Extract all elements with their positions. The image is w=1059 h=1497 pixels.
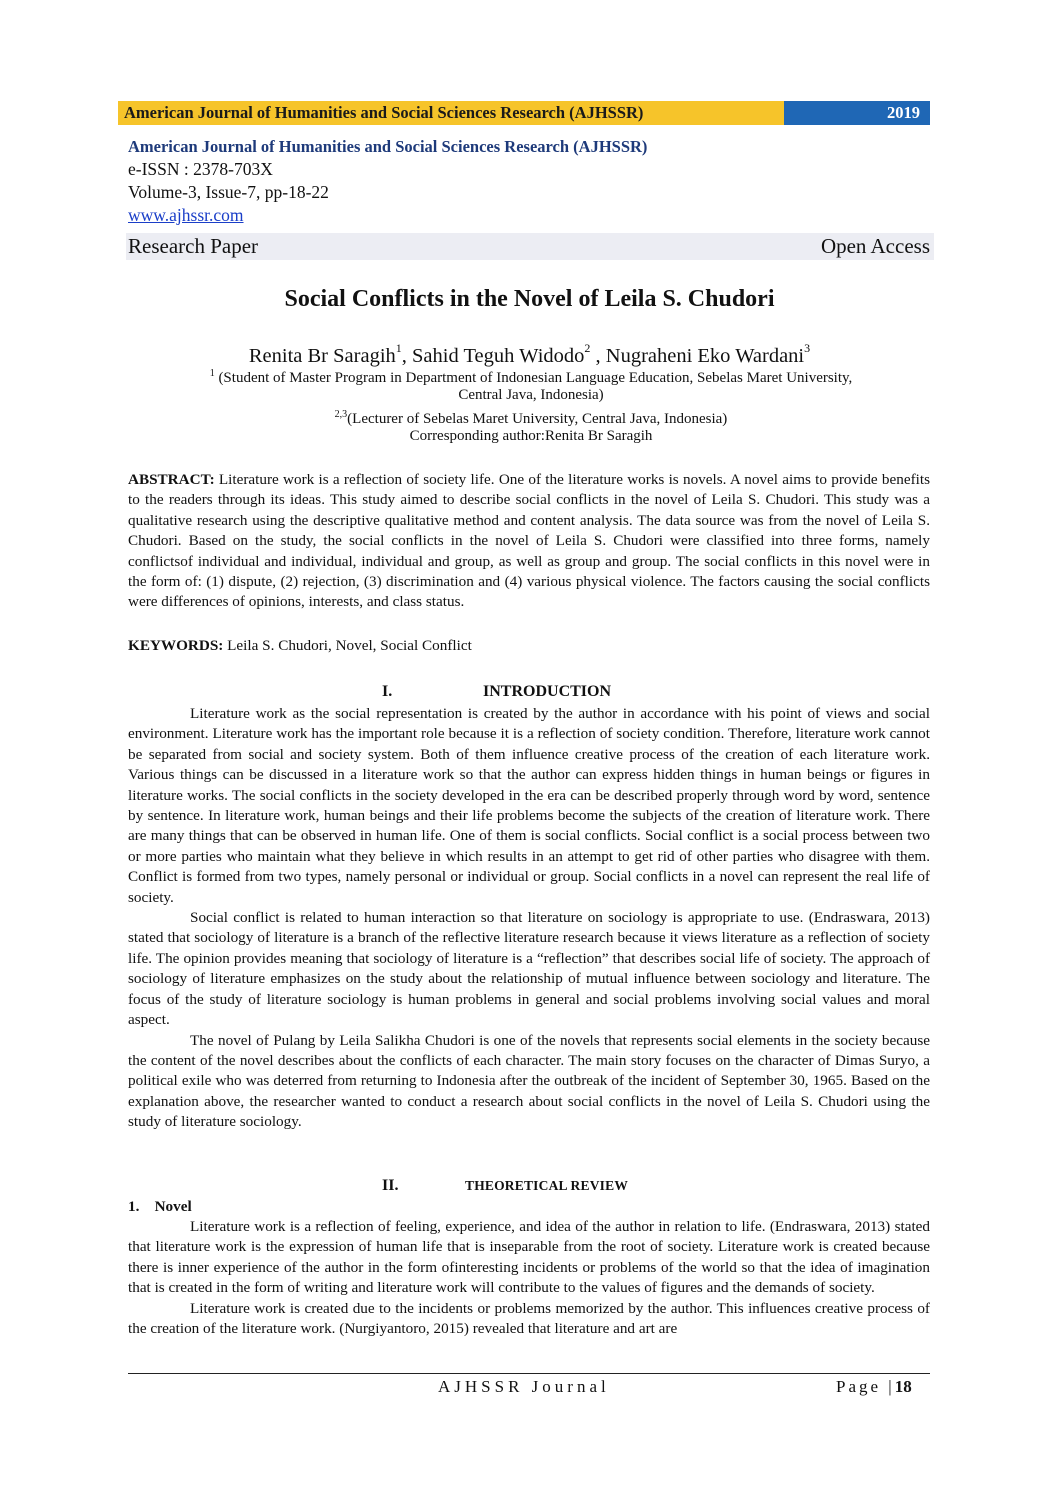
author-name: Sahid Teguh Widodo xyxy=(412,344,585,367)
affil-text: (Lecturer of Sebelas Maret University, Central Java, Indonesia) xyxy=(347,411,728,427)
paper-title: Social Conflicts in the Novel of Leila S. Chudori xyxy=(284,286,775,312)
journal-url-link[interactable]: www.ajhssr.com xyxy=(128,205,244,225)
page-num: 18 xyxy=(894,1377,912,1396)
journal-meta xyxy=(128,136,934,227)
section-heading-introduction xyxy=(128,681,930,703)
subsection-heading-novel: 1. Novel xyxy=(128,1198,192,1215)
paper-type: Research Paper xyxy=(128,234,259,258)
author-affil-sup: 3 xyxy=(804,341,811,355)
section-heading-theoretical-review xyxy=(128,1175,930,1197)
author-affil-sup: 2 xyxy=(584,341,591,355)
paragraph: Literature work is a reflection of feeling, experience, and idea of the author in relation to life. (Endraswara, 2013) stated that literature work is the expression of human life that is inseparable from the root of society. Literature work is created because there is inner experience of the author in the form ofinteresting incidents or problems of the world so that the idea of imagination that is created in the form of writing and literature work will contribute to the values of figures and the demands of society. xyxy=(128,1218,930,1297)
novel-body xyxy=(128,1217,930,1339)
corresponding-author: Corresponding author:Renita Br Saragih xyxy=(409,428,653,444)
journal-header-bar xyxy=(118,101,930,125)
keywords xyxy=(128,636,930,656)
page-label: Page | xyxy=(836,1377,895,1396)
section-title: THEORETICAL REVIEW xyxy=(465,1178,629,1193)
footer-page-number xyxy=(836,1376,912,1398)
footer-journal-name: AJHSSR Journal xyxy=(438,1377,610,1396)
keywords-label: KEYWORDS: xyxy=(128,637,224,654)
paragraph: Social conflict is related to human interaction so that literature on sociology is appropriate to use. (Endraswara, 2013) stated that sociology of literature is a branch of the reflective literature research because it views literature as a reflection of society life. The opinion provides meaning that sociology of literature is a “reflection” that describes social life of society. The approach of sociology of literature emphasizes on the study about the relationship of mutual influence between sociology and literature. The focus of the study of literature sociology is human problems in general and social problems involving social values and moral aspect. xyxy=(128,909,930,1029)
author-list: Renita Br Saragih$^1$, Sahid Teguh Widodo$^2$ , Nugraheni Eko Wardani$^3$ xyxy=(248,341,811,367)
meta-issn: e-ISSN : 2378-703X xyxy=(128,159,273,179)
paragraph: Literature work is created due to the incidents or problems memorized by the author. This influences creative process of the creation of the literature work. (Nurgiyantoro, 2015) revealed that literature and art are xyxy=(128,1299,930,1338)
paragraph: Literature work as the social representation is created by the author in accordance with his point of views and social environment. Literature work has the important role because it is a reflection of society condition. Therefore, literature work cannot be separated from social and society system. Both of them influence creative process of the creation of each literature work. Various things can be discussed in a literature work so that the author can express hidden things in human beings or figures in literature works. The social conflicts in the society developed in the era can be described properly through word by word, sentence by sentence. In literature work, human beings and their life problems become the subjects of the creation of literature work. There are many things that can be observed in human life. One of them is social conflicts. Social conflict is a social process between two or more parties who maintain what they believe in which results in an attempt to get rid of other parties who disagree with them. Conflict is formed from two types, namely personal or individual or group. Social conflicts in a novel can represent the real life of society. xyxy=(128,705,930,906)
footer-rule xyxy=(128,1373,930,1374)
introduction-body xyxy=(128,704,930,1133)
affil-text: (Student of Master Program in Department of Indonesian Language Education, Sebelas Maret University, xyxy=(218,370,853,386)
header-journal-name: American Journal of Humanities and Social Sciences Research (AJHSSR) xyxy=(118,101,784,125)
abstract xyxy=(128,470,930,613)
section-title: INTRODUCTION xyxy=(483,683,612,700)
author-affil-sup: 1 xyxy=(395,341,402,355)
abstract-label: ABSTRACT: xyxy=(128,471,215,488)
paper-type-bar xyxy=(126,233,934,260)
affil-sup: 2,3 xyxy=(334,409,348,420)
keywords-text: Leila S. Chudori, Novel, Social Conflict xyxy=(223,637,472,654)
header-year: 2019 xyxy=(784,101,930,125)
section-number: I. xyxy=(382,683,393,700)
abstract-text: Literature work is a reflection of society life. One of the literature works is novels. A novel aims to provide benefits to the readers through its ideas. This study aimed to describe social conflicts in the novel of Leila S. Chudori. This study was a qualitative research using the descriptive qualitative method and content analysis. The data source was from the novel of Leila S. Chudori. Based on the study, the social conflicts in the novel of Leila S. Chudori were classified into three forms, namely conflictsof individual and individual, individual and group, as well as group and group. The social conflicts in this novel were in the form of: (1) dispute, (2) rejection, (3) discrimination and (4) various physical violence. The factors causing the social conflicts were differences of opinions, interests, and class status. xyxy=(128,471,930,611)
open-access-label: Open Access xyxy=(820,234,930,258)
affiliation-1-cont: Central Java, Indonesia) xyxy=(458,387,604,403)
affil-sup: 1 xyxy=(209,368,215,379)
author-name: Nugraheni Eko Wardani xyxy=(605,344,805,367)
section-number: II. xyxy=(382,1177,399,1194)
author-name: Renita Br Saragih xyxy=(248,344,396,367)
paragraph: The novel of Pulang by Leila Salikha Chudori is one of the novels that represents social elements in the society because the content of the novel describes about the conflicts of each character. The main story focuses on the character of Dimas Suryo, a political exile who was deterred from returning to Indonesia after the outbreak of the incident of September 30, 1965. Based on the explanation above, the researcher wanted to conduct a research about social conflicts in the novel of Leila S. Chudori using the study of literature sociology. xyxy=(128,1031,930,1131)
meta-volume: Volume-3, Issue-7, pp-18-22 xyxy=(128,182,329,202)
meta-journal-name: American Journal of Humanities and Social Sciences Research (AJHSSR) xyxy=(128,137,648,156)
